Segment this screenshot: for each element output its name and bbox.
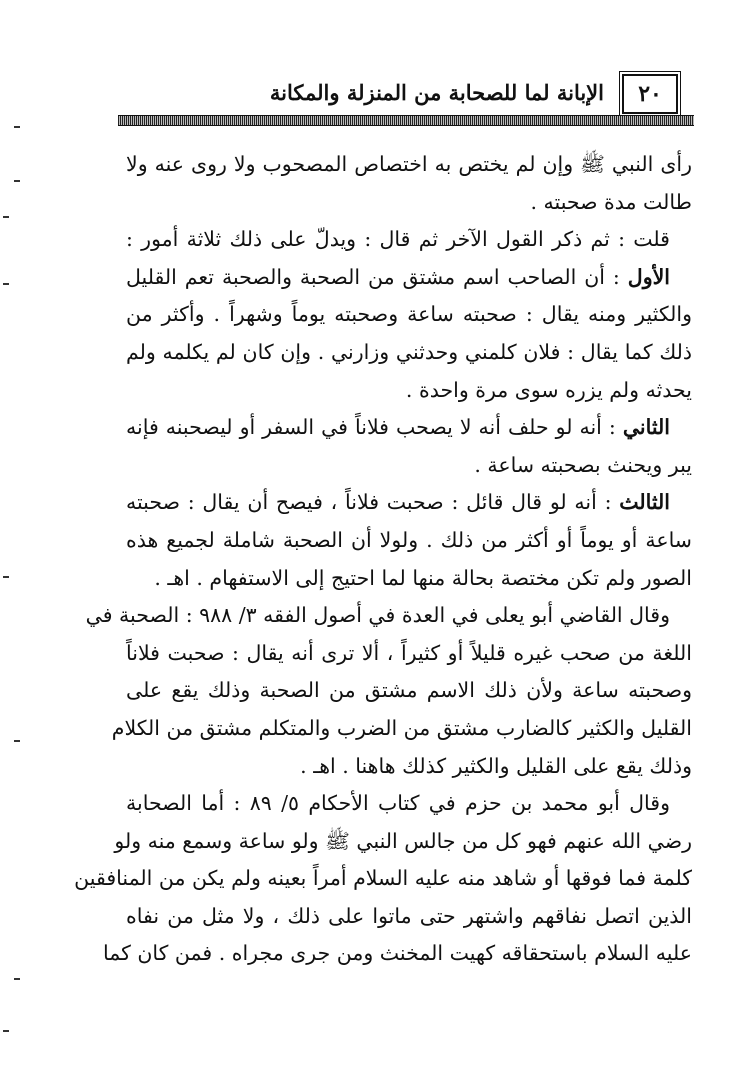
- text-line: وقال القاضي أبو يعلى في العدة في أصول الفقه ٣/ ٩٨٨ : الصحبة في: [85, 603, 670, 628]
- text-line: رضي الله عنهم فهو كل من جالس النبي ﷺ ولو ساعة وسمع منه ولو: [114, 828, 692, 853]
- page-number-text: ٢٠: [638, 81, 662, 107]
- header-rule: [118, 115, 694, 126]
- margin-mark: [14, 740, 20, 742]
- text-line: وذلك يقع على القليل والكثير كذلك هاهنا . اهـ .: [300, 753, 692, 778]
- margin-mark: [3, 216, 9, 218]
- text-line: وقال أبو محمد بن حزم في كتاب الأحكام ٥/ ٨٩ : أما الصحابة: [126, 791, 670, 816]
- margin-mark: [14, 180, 20, 182]
- text-line: ذلك كما يقال : فلان كلمني وحدثني وزارني . وإن كان لم يكلمه ولم: [126, 339, 692, 364]
- text-line: الصور ولم تكن مختصة بحالة منها لما احتيج إلى الاستفهام . اهـ .: [154, 565, 692, 590]
- text-line: كلمة فما فوقها أو شاهد منه عليه السلام أمراً بعينه ولم يكن من المنافقين: [74, 866, 692, 891]
- text-line: يبر ويحنث بصحبته ساعة .: [474, 452, 692, 477]
- text-line: الثاني : أنه لو حلف أنه لا يصحب فلاناً في السفر أو ليصحبنه فإنه: [126, 415, 670, 440]
- text-line: طالت مدة صحبته .: [530, 189, 692, 214]
- text-line: القليل والكثير كالضارب مشتق من الضرب والمتكلم مشتق من الكلام: [111, 715, 692, 740]
- margin-mark: [14, 978, 20, 980]
- margin-mark: [3, 1030, 9, 1032]
- point-label: الثاني: [622, 415, 670, 440]
- page-number: [622, 74, 678, 114]
- margin-mark: [3, 576, 9, 578]
- text-line: ساعة أو يوماً أو أكثر من ذلك . ولولا أن الصحبة شاملة لجميع هذه: [126, 527, 692, 552]
- text-line: الأول : أن الصاحب اسم مشتق من الصحبة والصحبة تعم القليل: [126, 264, 670, 289]
- text-line: قلت : ثم ذكر القول الآخر ثم قال : ويدلّ على ذلك ثلاثة أمور :: [126, 227, 670, 252]
- text-line: الذين اتصل نفاقهم واشتهر حتى ماتوا على ذلك ، ولا مثل من نفاه: [126, 903, 692, 928]
- margin-mark: [14, 126, 20, 128]
- body-text: [74, 146, 692, 973]
- point-label: الأول: [627, 264, 670, 289]
- text-line: والكثير ومنه يقال : صحبته ساعة وصحبته يوماً وشهراً . وأكثر من: [126, 302, 692, 327]
- text-line: عليه السلام باستحقاقه كهيت المخنث ومن جرى مجراه . فمن كان كما: [102, 941, 692, 966]
- point-label: الثالث: [619, 490, 670, 515]
- text-line: الثالث : أنه لو قال قائل : صحبت فلاناً ، فيصح أن يقال : صحبته: [126, 490, 670, 515]
- running-title: الإبانة لما للصحابة من المنزلة والمكانة: [269, 80, 604, 105]
- margin-mark: [3, 283, 9, 285]
- text-line: وصحبته ساعة ولأن ذلك الاسم مشتق من الصحبة وذلك يقع على: [126, 678, 692, 703]
- text-line: اللغة من صحب غيره قليلاً أو كثيراً ، ألا ترى أنه يقال : صحبت فلاناً: [126, 640, 692, 665]
- text-line: يحدثه ولم يزره سوى مرة واحدة .: [405, 377, 692, 402]
- text-line: رأى النبي ﷺ وإن لم يختص به اختصاص المصحوب ولا روى عنه ولا: [126, 152, 692, 176]
